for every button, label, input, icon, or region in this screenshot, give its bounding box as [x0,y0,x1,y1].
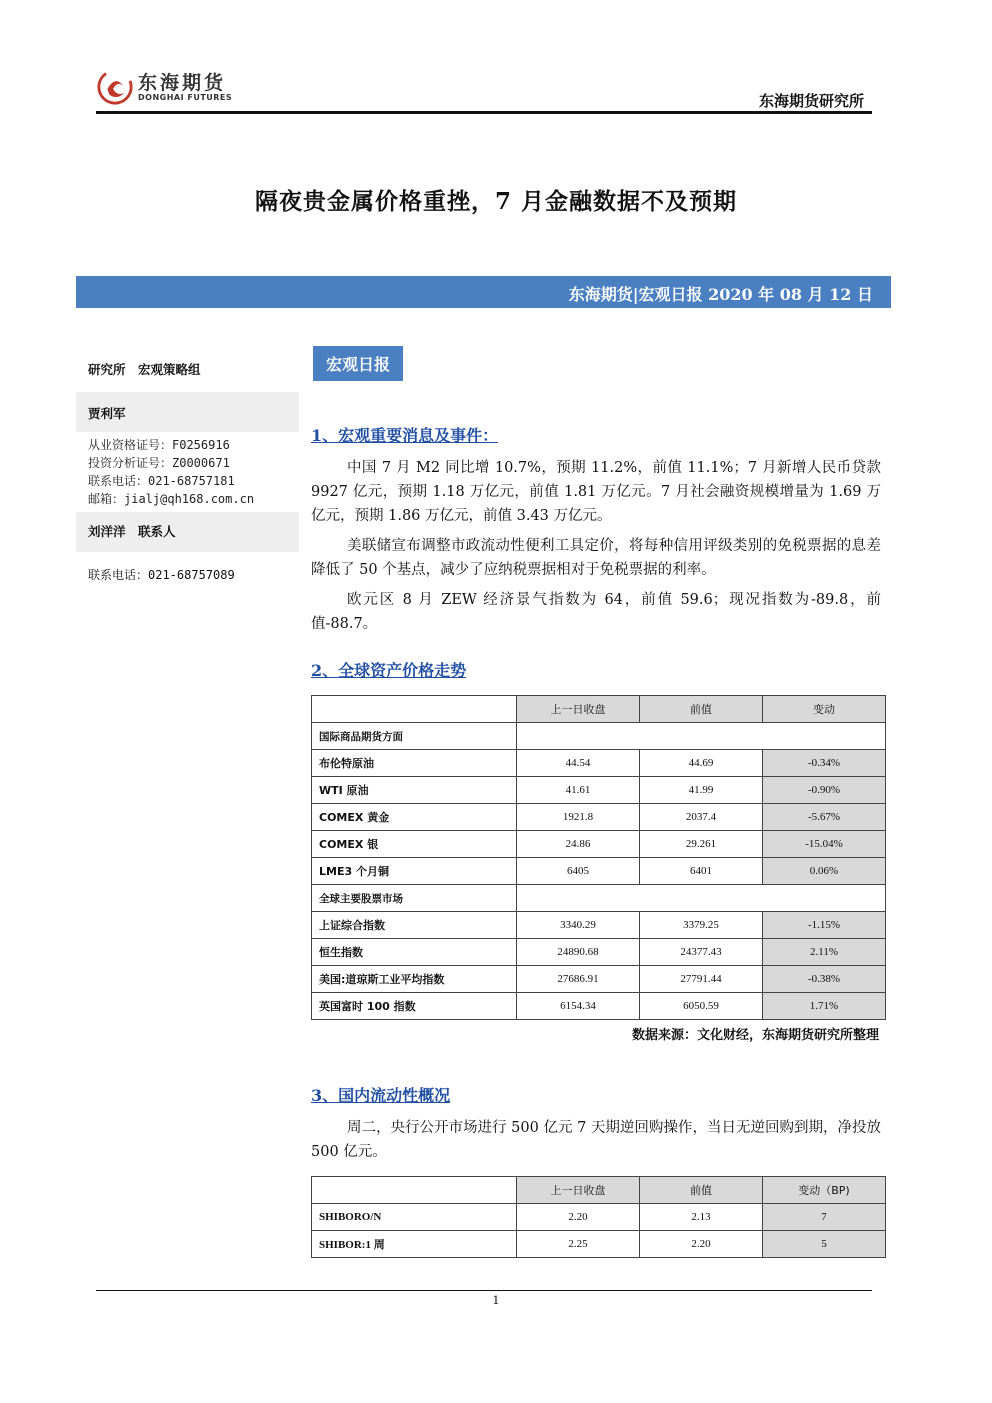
table-row-label: 英国富时 100 指数 [312,993,517,1020]
paragraph-4: 周二，央行公开市场进行 500 亿元 7 天期逆回购操作，当日无逆回购到期，净投放 500 亿元。 [311,1120,881,1160]
footer-divider [96,1290,872,1291]
table-row [312,912,886,939]
table-cell: -1.15% [763,912,886,939]
table-cell: -15.04% [763,831,886,858]
table-header-row [312,1177,886,1204]
section-heading-3: 3、国内流动性概况 [311,1086,451,1105]
table-cell: 27686.91 [517,966,640,993]
paragraph-2: 美联储宣布调整市政流动性便利工具定价，将每种信用评级类别的免税票据的息差降低了 50 个基点，减少了应纳税票据相对于免税票据的利率。 [311,538,881,578]
table-row-label: 美国:道琼斯工业平均指数 [312,966,517,993]
table-header-cell: 上一日收盘 [517,696,640,723]
table-cell: 1921.8 [517,804,640,831]
table-cell: -0.38% [763,966,886,993]
sidebar-cert-number: 从业资格证号：F0256916 [88,438,230,452]
logo-en-text: DONGHAI FUTURES [138,92,233,102]
table-header-cell: 变动 [763,696,886,723]
table-cell: 44.54 [517,750,640,777]
section-heading-1: 1、宏观重要消息及事件： [311,426,499,445]
table-header-cell: 变动（BP) [763,1177,886,1204]
logo [96,68,232,106]
table-header-cell: 前值 [640,696,763,723]
table-header-cell [312,1177,517,1204]
sidebar-analyst-name: 贾利军 [76,392,299,432]
table-cell: 6050.59 [640,993,763,1020]
table-header-cell [312,696,517,723]
sidebar-contact-name: 刘洋洋 联系人 [76,512,299,552]
liquidity-table [311,1176,886,1258]
table-group-row [312,885,886,912]
table-cell: 0.06% [763,858,886,885]
table-cell: 3379.25 [640,912,763,939]
table-cell: 2.11% [763,939,886,966]
table-row-label: COMEX 黄金 [312,804,517,831]
table-row [312,804,886,831]
table-cell [517,885,886,912]
table-cell: 5 [763,1231,886,1258]
sidebar-analysis-number: 投资分析证号：Z0000671 [88,456,230,470]
table-cell: 7 [763,1204,886,1231]
table-cell: 24890.68 [517,939,640,966]
table-row-label: 恒生指数 [312,939,517,966]
logo-cn-text: 东海期货 [138,71,227,94]
sidebar-dept: 研究所 宏观策略组 [88,362,201,377]
table-row [312,858,886,885]
header-institute: 东海期货研究所 [758,92,864,110]
header-divider [96,111,872,114]
table-header-cell: 上一日收盘 [517,1177,640,1204]
table-cell: 2.20 [517,1204,640,1231]
sidebar [76,352,299,583]
table-group-label: 全球主要股票市场 [312,885,517,912]
table-cell: -0.90% [763,777,886,804]
table-cell: 44.69 [640,750,763,777]
table-row [312,831,886,858]
table-cell: 41.99 [640,777,763,804]
table-row [312,966,886,993]
table-header-row [312,696,886,723]
table-row-label: WTI 原油 [312,777,517,804]
report-tag: 宏观日报 [313,346,403,381]
table-cell: 24377.43 [640,939,763,966]
section-heading-2: 2、全球资产价格走势 [311,661,467,680]
table-row [312,750,886,777]
table-cell: 3340.29 [517,912,640,939]
table-row [312,1231,886,1258]
asset-price-table [311,695,886,1020]
sidebar-email: 邮箱：jialj@qh168.com.cn [88,492,255,506]
table-cell: 2037.4 [640,804,763,831]
table-row [312,993,886,1020]
table-cell: 29.261 [640,831,763,858]
table-cell [517,723,886,750]
donghai-logo-icon [96,68,134,106]
data-source-note: 数据来源：文化财经，东海期货研究所整理 [631,1028,879,1043]
table-row [312,939,886,966]
table-cell: 27791.44 [640,966,763,993]
main-content [311,346,881,1258]
sidebar-contact-phone: 联系电话：021-68757089 [88,568,235,582]
table-group-label: 国际商品期货方面 [312,723,517,750]
table-cell: -0.34% [763,750,886,777]
table-row [312,777,886,804]
table-row-label: LME3 个月铜 [312,858,517,885]
table-row-label: SHIBOR:1 周 [312,1231,517,1258]
document-title: 隔夜贵金属价格重挫，7 月金融数据不及预期 [254,188,737,215]
table-cell: 2.25 [517,1231,640,1258]
table-cell: 2.13 [640,1204,763,1231]
sidebar-phone: 联系电话：021-68757181 [88,474,235,488]
table-header-cell: 前值 [640,1177,763,1204]
table-cell: 41.61 [517,777,640,804]
table-row-label: 上证综合指数 [312,912,517,939]
paragraph-1: 中国 7 月 M2 同比增 10.7%，预期 11.2%，前值 11.1%；7 月新增人民币贷款 9927 亿元，预期 1.18 万亿元，前值 1.81 万亿元。7 月社会融资规模增量为 1.69 万亿元，预期 1.86 万亿元，前值 3.43 万亿元。 [311,460,881,524]
table-cell: -5.67% [763,804,886,831]
table-cell: 6401 [640,858,763,885]
paragraph-3: 欧元区 8 月 ZEW 经济景气指数为 64，前值 59.6；现况指数为-89.8，前值-88.7。 [311,592,881,632]
page-header [96,62,872,114]
report-banner: 东海期货|宏观日报 2020 年 08 月 12 日 [76,276,891,308]
table-row [312,1204,886,1231]
page-number: 1 [492,1294,500,1307]
table-row-label: 布伦特原油 [312,750,517,777]
table-cell: 2.20 [640,1231,763,1258]
table-cell: 1.71% [763,993,886,1020]
table-cell: 6154.34 [517,993,640,1020]
table-row-label: COMEX 银 [312,831,517,858]
table-group-row [312,723,886,750]
table-row-label: SHIBORO/N [312,1204,517,1231]
table-cell: 24.86 [517,831,640,858]
table-cell: 6405 [517,858,640,885]
